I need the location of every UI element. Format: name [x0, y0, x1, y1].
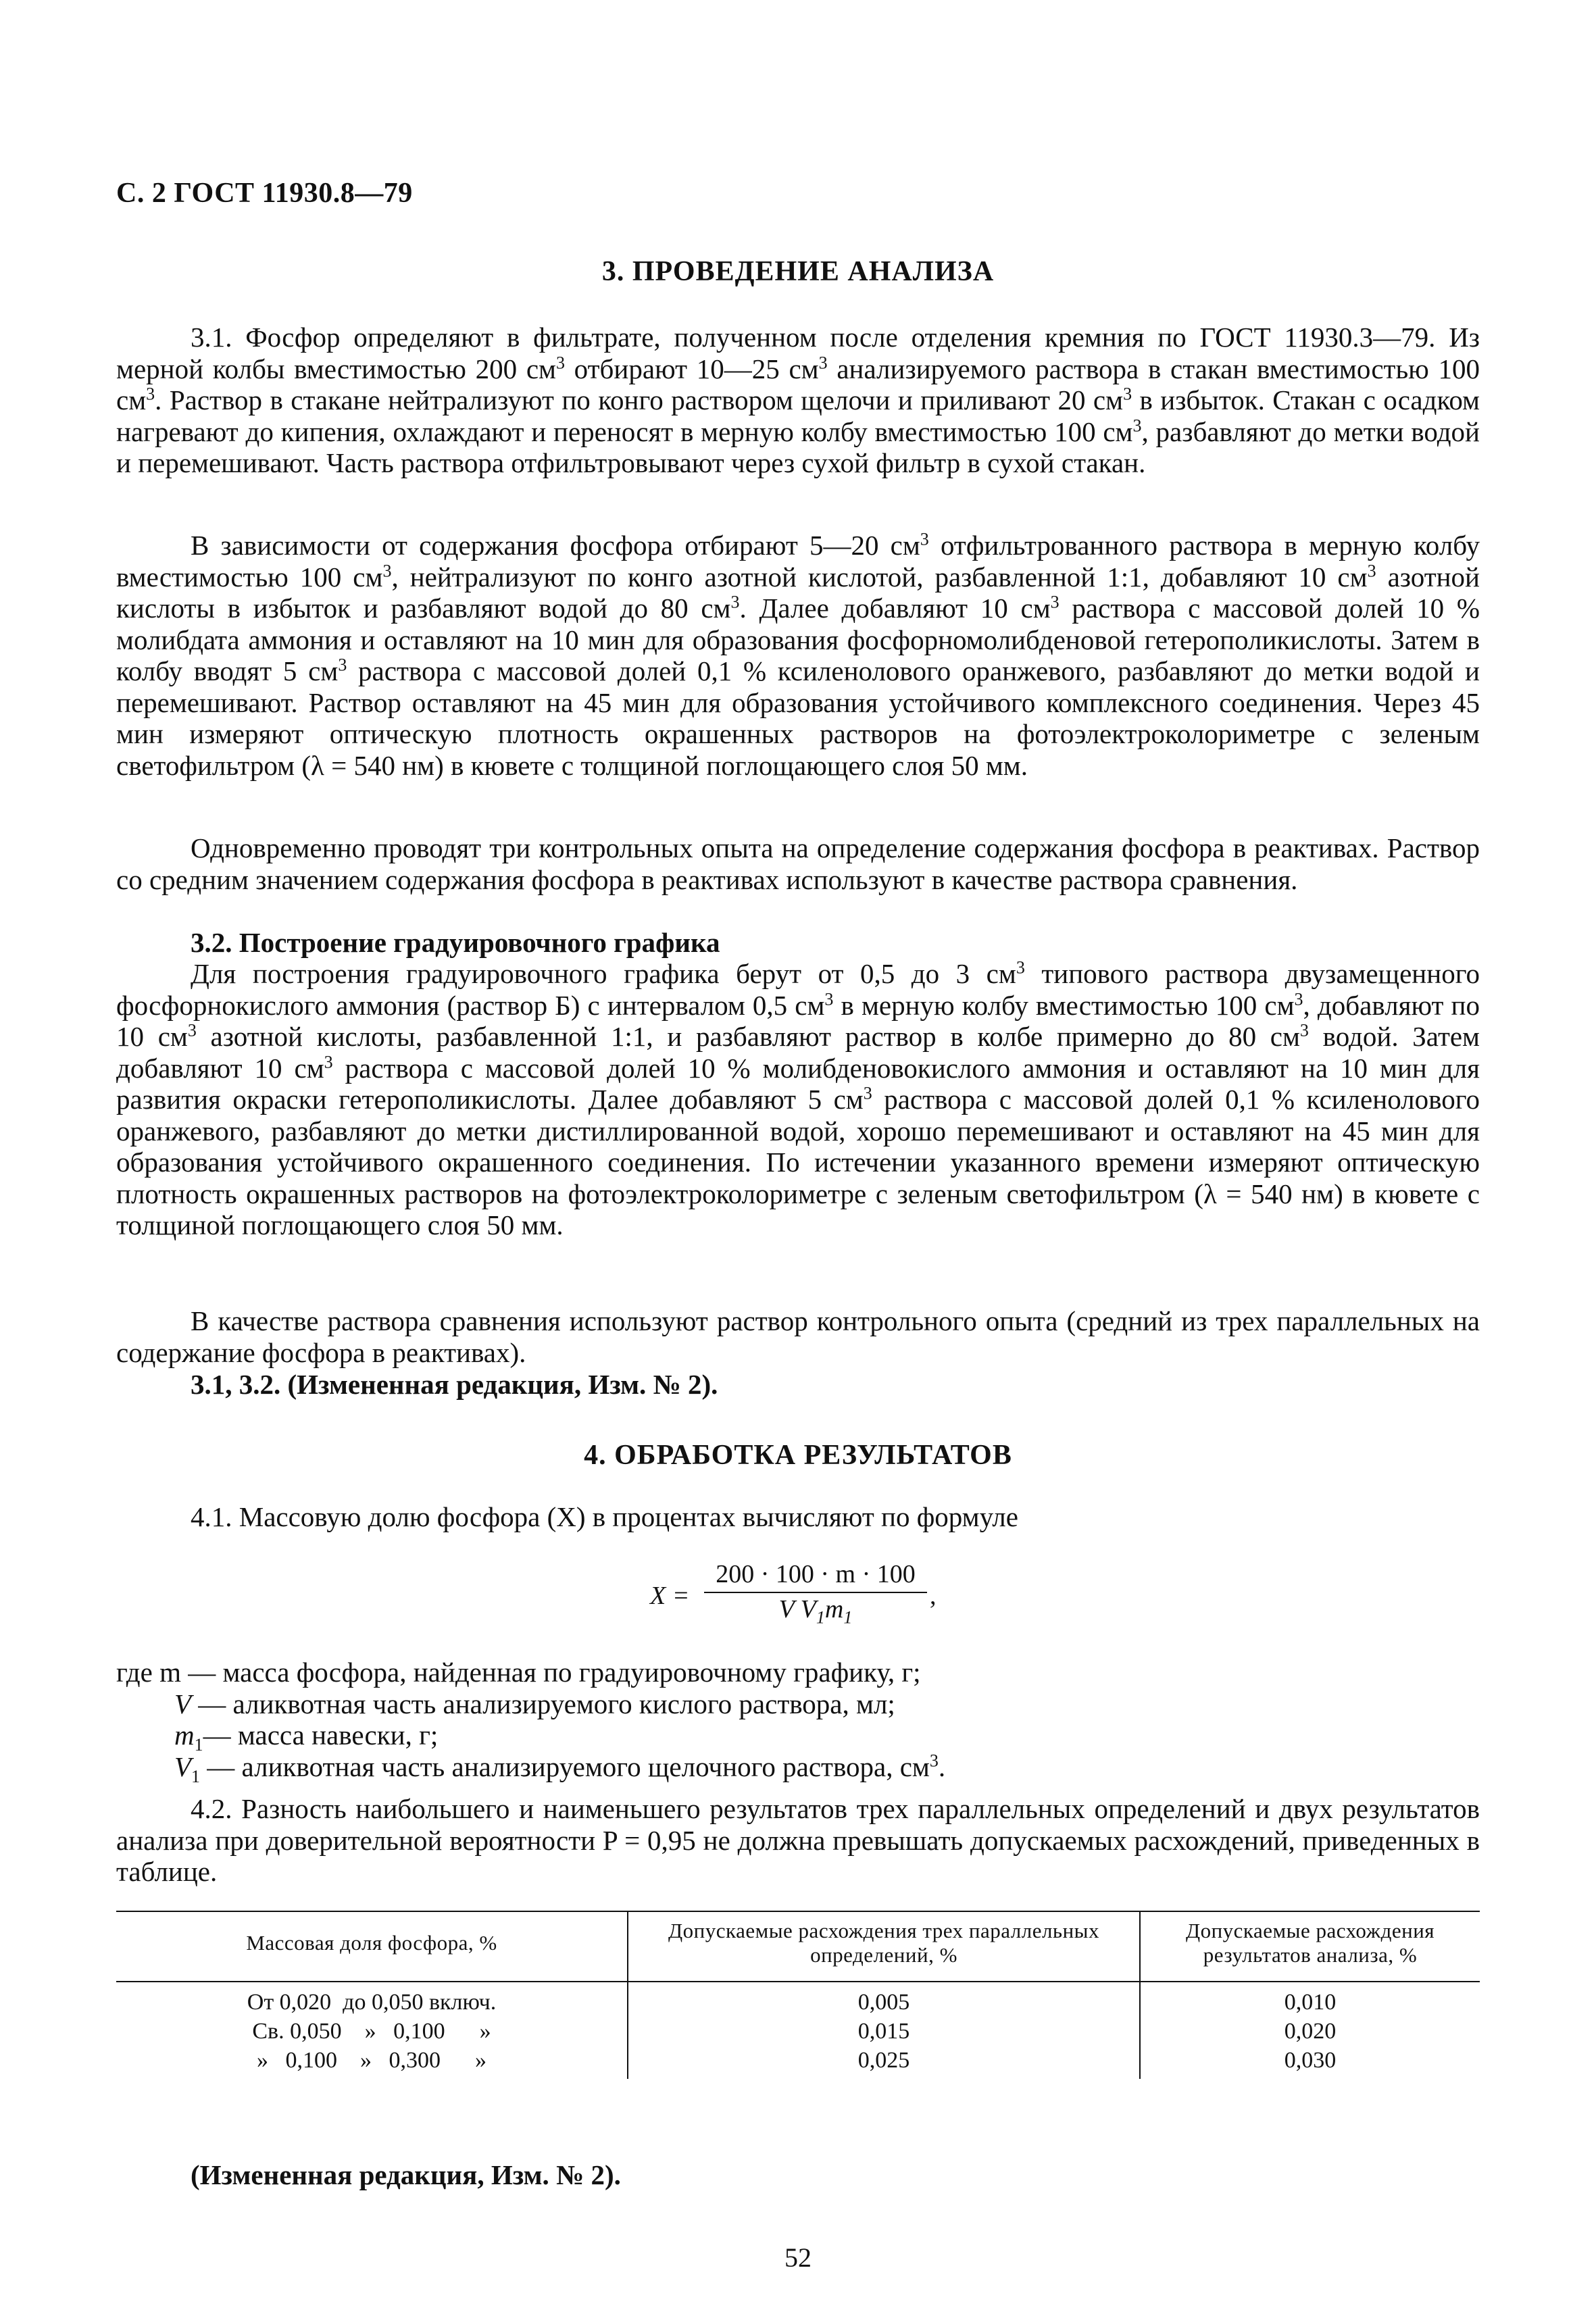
var-V1: $V_1$ — аликвотная часть анализируемого щелочного раствора, $см^3$.: [174, 1750, 946, 1786]
table-cell: От 0,020 до 0,050 включ.: [116, 1982, 628, 2017]
page-header: С. 2 ГОСТ 11930.8—79: [116, 178, 413, 209]
paragraph-3-1: 3.1. Фосфор определяют в фильтрате, полученном после отделения кремния по ГОСТ 11930.3—79. Из мерной колбы вместимостью 200 $см^3$ отбирают 10—25 $см^3$ анализируемого раствора в стакан вместимостью 100 $см^3$. Раствор в стакане нейтрализуют по конго раствором щелочи и приливают 20 $см^3$ в избыток. Стакан с осадком нагревают до кипения, охлаждают и переносят в мерную колбу вместимостью 100 $см^3$, разбавляют до метки водой и перемешивают. Часть раствора отфильтровывают через сухой фильтр в сухой стакан.: [116, 322, 1480, 478]
formula: [650, 1554, 1123, 1642]
paragraph-4-1: 4.1. Массовую долю фосфора (X) в процентах вычисляют по формуле: [191, 1501, 1018, 1532]
table-cell: 0,005: [628, 1982, 1140, 2017]
variable-definitions: [116, 1657, 1480, 1786]
paragraph-3-2-b: В качестве раствора сравнения используют раствор контрольного опыта (средний из трех параллельных на содержание фосфора в реактивах).: [116, 1305, 1480, 1368]
paragraph-3-2: Для построения градуировочного графика берут от 0,5 до 3 $см^3$ типового раствора двузамещенного фосфорнокислого аммония (раствор Б) с интервалом 0,5 $см^3$ в мерную колбу вместимостью 100 $см^3$, добавляют по 10 $см^3$ азотной кислоты, разбавленной 1:1, и разбавляют раствор в колбе примерно до 80 $см^3$ водой. Затем добавляют 10 $см^3$ раствора с массовой долей 10 % молибденовокислого аммония и оставляют на 10 мин для развития окраски гетерополикислоты. Далее добавляют 5 $см^3$ раствора с массовой долей 0,1 % ксиленолового оранжевого, разбавляют до метки дистиллированной водой, хорошо перемешивают и оставляют на 45 мин для образования устойчивого окрашенного соединения. По истечении указанного времени измеряют оптическую плотность окрашенных растворов на фотоэлектроколориметре с зеленым светофильтром (λ = 540 нм) в кювете с толщиной поглощающего слоя 50 мм.: [116, 957, 1480, 1240]
table-header-cell: Допускаемые расхождения трех параллельных определений, %: [628, 1911, 1140, 1982]
paragraph-3-1-b: В зависимости от содержания фосфора отбирают 5—20 $см^3$ отфильтрованного раствора в мерную колбу вместимостью 100 $см^3$, нейтрализуют по конго азотной кислотой, разбавленной 1:1, добавляют 10 $см^3$ азотной кислоты в избыток и разбавляют водой до 80 $см^3$. Далее добавляют 10 $см^3$ раствора с массовой долей 10 % молибдата аммония и оставляют на 10 мин для образования фосфорномолибденовой гетерополикислоты. Затем в колбу вводят 5 $см^3$ раствора с массовой долей 0,1 % ксиленолового оранжевого, разбавляют до метки водой и перемешивают. Раствор оставляют на 45 мин для образования устойчивого комплексного соединения. Через 45 мин измеряют оптическую плотность окрашенных растворов на фотоэлектроколориметре с зеленым светофильтром (λ = 540 нм) в кювете с толщиной поглощающего слоя 50 мм.: [116, 529, 1480, 781]
table-cell: 0,025: [628, 2046, 1140, 2079]
table-cell: 0,015: [628, 2017, 1140, 2046]
amendment-note-3: 3.1, 3.2. (Измененная редакция, Изм. № 2).: [191, 1369, 718, 1400]
table-cell: 0,030: [1284, 2048, 1337, 2073]
table-cell: Св. 0,050 » 0,100 »: [116, 2017, 628, 2046]
amendment-note-4: (Измененная редакция, Изм. № 2).: [191, 2159, 621, 2190]
table-cell: » 0,100 » 0,300 »: [116, 2046, 628, 2079]
section-4-title: 4. ОБРАБОТКА РЕЗУЛЬТАТОВ: [584, 1440, 1012, 1471]
subsection-3-2-title: 3.2. Построение градуировочного графика: [191, 927, 720, 958]
formula-numerator: 200 · 100 · m · 100: [716, 1560, 916, 1588]
var-V: V — аликвотная часть анализируемого кислого раствора, мл;: [174, 1688, 895, 1719]
table-row: [116, 2046, 1480, 2079]
table-row: [116, 2017, 1480, 2046]
table-header-cell: Массовая доля фосфора, %: [116, 1911, 628, 1982]
section-3-title: 3. ПРОВЕДЕНИЕ АНАЛИЗА: [601, 256, 995, 287]
formula-comma: ,: [930, 1582, 937, 1610]
formula-fraction-bar: [704, 1592, 927, 1593]
table-header-cell: Допускаемые расхождения результатов анализа, %: [1140, 1911, 1480, 1982]
var-m1: $m_1—$ масса навески, г;: [174, 1719, 439, 1755]
formula-lhs: X =: [650, 1582, 690, 1610]
var-m: где m — масса фосфора, найденная по градуировочному графику, г;: [116, 1657, 921, 1688]
table-cell: 0,010: [1284, 1990, 1337, 2015]
page-number: 52: [784, 2242, 812, 2273]
table-header-row: [116, 1911, 1480, 1982]
table-row: [116, 1982, 1480, 2017]
tolerance-table: [116, 1911, 1480, 2079]
paragraph-3-1-c: Одновременно проводят три контрольных опыта на определение содержания фосфора в реактивах. Раствор со средним значением содержания фосфора в реактивах используют в качестве раствора сравнения.: [116, 832, 1480, 895]
paragraph-4-2: 4.2. Разность наибольшего и наименьшего результатов трех параллельных определений и двух результатов анализа при доверительной вероятности P = 0,95 не должна превышать допускаемых расхождений, приведенных в таблице.: [116, 1793, 1480, 1887]
formula-denominator: V $V_1m_1$: [778, 1595, 853, 1628]
table-cell: 0,020: [1284, 2019, 1337, 2044]
